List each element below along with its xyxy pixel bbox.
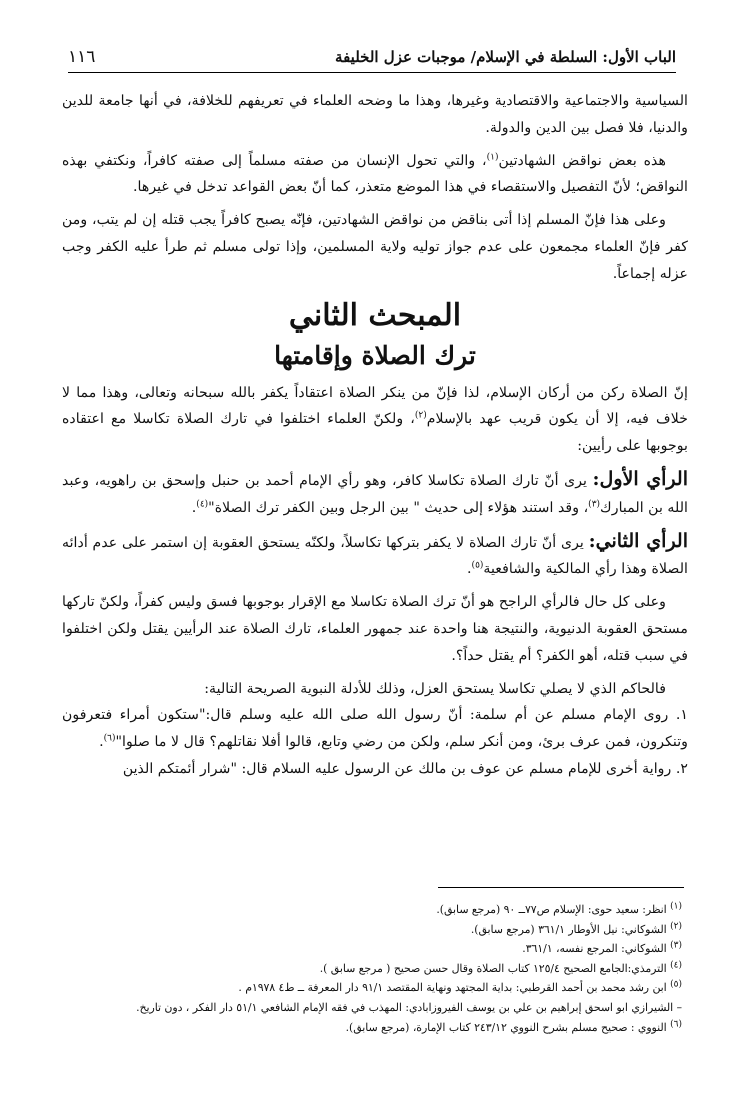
footnote-5-text: ابن رشد محمد بن أحمد القرطبي: بداية المجتهد ونهاية المقتصد ٩١/١ دار المعرفة ــ ط٤ ١٩٧٨م . [238, 981, 667, 995]
main-text [62, 88, 688, 783]
footnote-6 [60, 1018, 682, 1038]
footnote-4 [60, 959, 682, 979]
footnote-4-number: (٤) [670, 960, 682, 971]
running-title: الباب الأول: السلطة في الإسلام/ موجبات عزل الخليفة [335, 48, 676, 66]
paragraph-1 [62, 88, 688, 142]
list-item-2-text: ٢. رواية أخرى للإمام مسلم عن عوف بن مالك عن الرسول عليه السلام قال: "شرار أئمتكم الذين [122, 760, 688, 777]
footnote-3-text: الشوكاني: المرجع نفسه، ٣٦١/١. [522, 942, 667, 956]
footnote-5 [60, 978, 682, 998]
opinion-2-text-b: . [467, 561, 472, 578]
footnote-5-number: (٥) [670, 979, 682, 990]
footnote-5b-text: – الشيرازي ابو اسحق إبراهيم بن علي بن يوسف الفيروزابادي: المهذب في فقه الإمام الشافعي ٥١/١ دار الفكر ، دون تاريخ. [136, 1000, 682, 1014]
list-item-1-end: . [99, 734, 104, 751]
footnote-2-number: (٢) [670, 921, 682, 931]
footnote-3 [60, 939, 682, 959]
opinion-1-text-c: . [191, 499, 197, 516]
paragraph-4-text-b: ، ولكنّ العلماء اختلفوا في تارك الصلاة تكاسلا مع اعتقاده بوجوبها على رأيين: [62, 411, 688, 455]
footnote-6-text: النووي : صحيح مسلم بشرح النووي ٢٤٣/١٢ كتاب الإمارة، (مرجع سابق). [345, 1020, 667, 1034]
footnote-2-text: الشوكاني: نيل الأوطار ٣٦١/١ (مرجع سابق). [470, 922, 667, 936]
paragraph-5 [62, 589, 688, 669]
footnote-6-number: (٦) [670, 1018, 682, 1029]
footnote-ref-6[interactable]: (٦) [103, 733, 116, 744]
opinion-2-text-a: يرى أنّ تارك الصلاة لا يكفر بتركها تكاسلاً، ولكنّه يستحق العقوبة إن استمر على عدم أدائه الصلاة وهذا رأي المالكية والشافعية [62, 534, 688, 578]
footnote-5-continuation [60, 998, 682, 1018]
footnote-ref-1[interactable]: (١) [486, 151, 499, 162]
opinion-1-text-b: ، وقد استند هؤلاء إلى حديث " بين الرجل وبين الكفر ترك الصلاة" [208, 499, 589, 516]
list-item-1 [62, 702, 688, 756]
paragraph-6-text: فالحاكم الذي لا يصلي تكاسلا يستحق العزل، وذلك للأدلة النبوية الصريحة التالية: [204, 680, 666, 697]
footnote-separator [438, 887, 684, 888]
footnote-1-number: (١) [670, 901, 682, 912]
section-title: المبحث الثاني [288, 297, 462, 333]
footnote-2 [60, 920, 682, 940]
paragraph-2-text-a: هذه بعض نواقض الشهادتين [498, 152, 666, 169]
paragraph-4-text-a: إنّ الصلاة ركن من أركان الإسلام، لذا فإنّ من ينكر الصلاة اعتقاداً يكفر بالله سبحانه وتعالى، وهذا مما لا خلاف فيه، إلا أن يكون قريب عهد بالإسلام [62, 384, 688, 428]
paragraph-4 [62, 380, 688, 460]
paragraph-3-text: وعلى هذا فإنّ المسلم إذا أتى بناقض من نواقض الشهادتين، فإنّه يصبح كافراً يجب قتله إن لم يتب، ومن كفر فإنّ العلماء مجمعون على عدم جواز توليه ولاية المسلمين، وإذا تولى مسلم ثم طرأ عليه الكفر وجب عزله إجماعاً. [62, 212, 688, 282]
paragraph-5-text: وعلى كل حال فالرأي الراجح هو أنّ ترك الصلاة تكاسلا مع الإقرار بوجوبها فسق وليس كفراً، ولكنّ تاركها مستحق العقوبة الدنيوية، والنتيجة هنا واحدة عند جمهور العلماء، تارك الصلاة عند الرأيين يقتل ولكن اختلفوا في سبب قتله، أهو الكفر؟ أم يقتل حداً؟. [62, 594, 688, 664]
list-item-2 [62, 756, 688, 783]
section-subtitle: ترك الصلاة وإقامتها [274, 340, 476, 370]
opinion-2-heading: الرأي الثاني: [588, 529, 688, 552]
page-header [68, 42, 676, 73]
footnote-ref-2[interactable]: (٢) [414, 410, 427, 421]
paragraph-2 [62, 148, 688, 202]
footnote-ref-4[interactable]: (٤) [196, 499, 209, 510]
paragraph-3 [62, 207, 688, 287]
opinion-2 [62, 528, 688, 584]
footnote-3-number: (٣) [670, 940, 682, 951]
opinion-1-heading: الرأي الأول: [592, 467, 688, 490]
paragraph-1-text: السياسية والاجتماعية والاقتصادية وغيرها، وهذا ما وضحه العلماء في تعريفهم للخلافة، في أنها جامعة للدين والدنيا، فلا فصل بين الدين والدولة. [62, 93, 688, 136]
opinion-1 [62, 466, 688, 522]
footnote-4-text: الترمذي:الجامع الصحيح ١٢٥/٤ كتاب الصلاة وقال حسن صحيح ( مرجع سابق ). [319, 961, 667, 975]
list-item-1-text: ١. روى الإمام مسلم عن أم سلمة: أنّ رسول الله صلى الله عليه وسلم قال:"ستكون أمراء فتعرفون وتنكرون، فمن عرف برئ، ومن أنكر سلم، ولكن من رضي وتابع، قالوا أفلا نقاتلهم؟ قال لا ما صلوا" [62, 707, 688, 751]
footnote-ref-5[interactable]: (٥) [471, 560, 484, 571]
footnote-ref-3[interactable]: (٣) [588, 499, 601, 510]
opinion-1-text-a: يرى أنّ تارك الصلاة تكاسلا كافر، وهو رأي الإمام أحمد بن حنبل وإسحق بن راهويه، وعبد الله بن المبارك [62, 472, 688, 516]
footnote-1-text: انظر: سعيد حوى: الإسلام ص٧٧ــ ٩٠ (مرجع سابق). [436, 903, 667, 916]
paragraph-6 [62, 676, 688, 703]
footnotes [60, 900, 682, 1037]
footnote-1 [60, 900, 682, 920]
page-number: ١١٦ [68, 47, 96, 67]
paragraph-2-text-b: ، والتي تحول الإنسان من صفته مسلماً إلى صفته كافراً، ونكتفي بهذه النواقض؛ لأنّ التفصيل والاستقصاء في هذا الموضع متعذر، كما أنّ بعض القواعد تدخل في غيرها. [62, 152, 688, 196]
